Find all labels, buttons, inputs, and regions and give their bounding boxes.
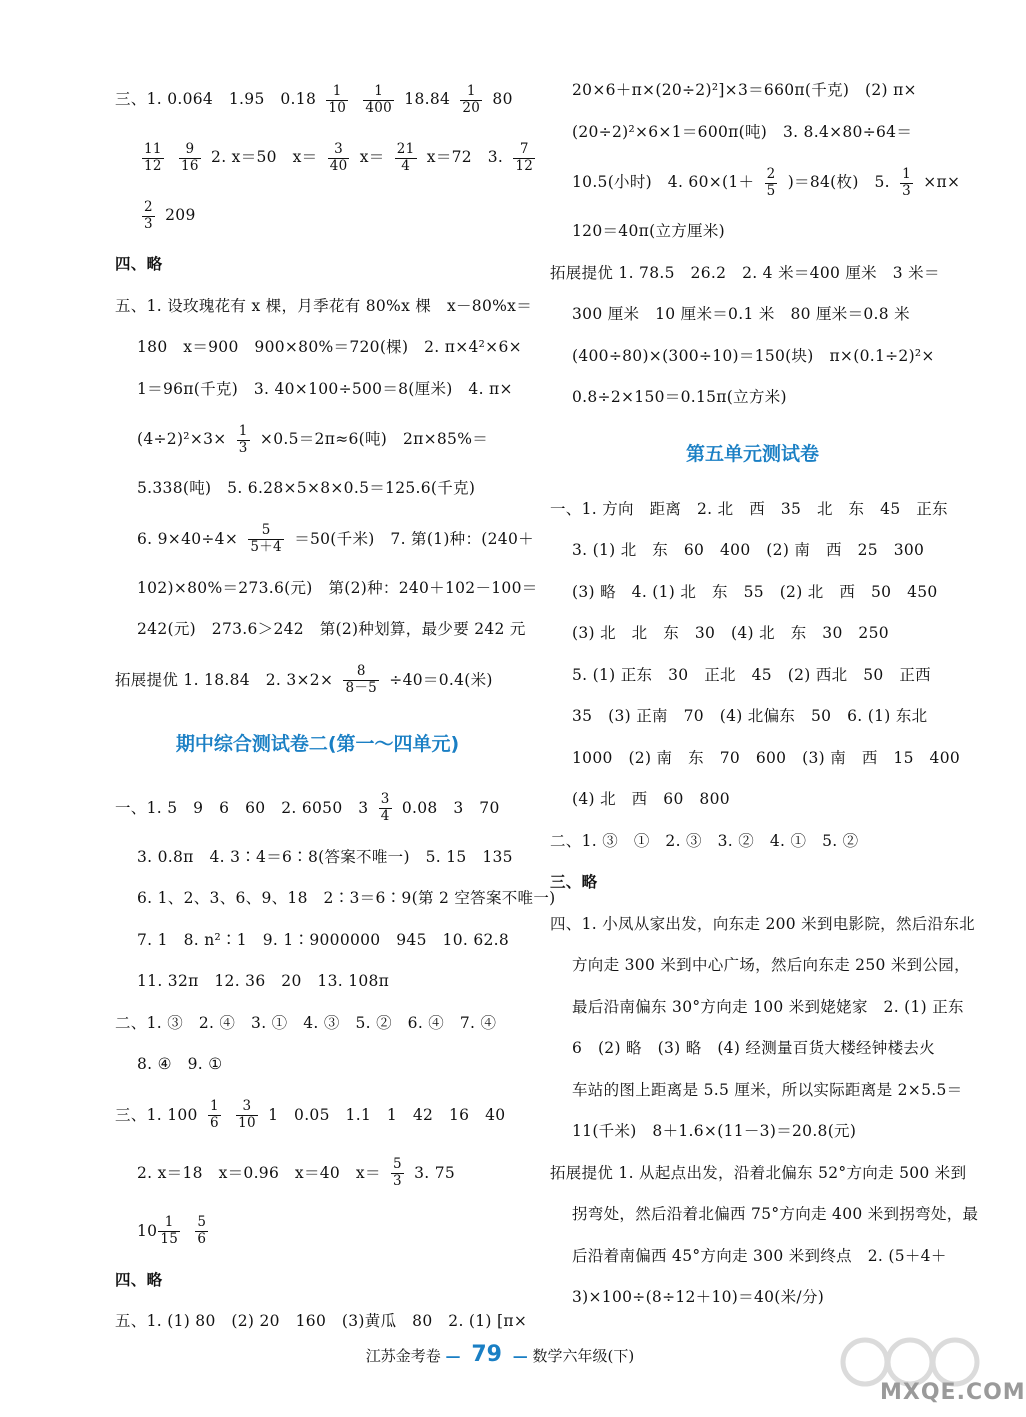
answer-text: 18.84 [404, 90, 451, 108]
answer-text: 一、1. 5 9 6 60 2. 6050 3 [115, 798, 369, 817]
fraction-numerator: 3 [236, 1099, 258, 1116]
answer-line: 车站的图上距离是 5.5 厘米，所以实际距离是 2×5.5＝ [572, 1080, 963, 1099]
answer-line: 五、1. (1) 80 (2) 20 160 (3)黄瓜 80 2. (1) [π× [115, 1312, 528, 1330]
right-column [550, 70, 979, 1319]
answer-line [115, 1086, 520, 1144]
fraction-numerator: 2 [144, 198, 153, 215]
fraction-denominator: 3 [238, 439, 248, 456]
answer-line: 180 x＝900 900×80%＝720(棵) 2. π×4²×6× [137, 338, 522, 356]
fraction-denominator: 10 [328, 99, 347, 116]
fraction-denominator: 15 [160, 1231, 179, 1247]
fraction [179, 142, 201, 174]
answer-text: 6. 9×40÷4× [137, 529, 239, 548]
answer-line: 20×6＋π×(20÷2)²]×3＝660π(千克) (2) π× [572, 81, 917, 99]
footer-subject: 数学六年级(下) [532, 1347, 635, 1365]
fraction-numerator: 8 [343, 664, 379, 681]
answer-line: 3. 0.8π 4. 3∶4＝6∶8(答案不唯一) 5. 15 135 [137, 847, 513, 866]
answer-line: 四、略 [115, 1270, 163, 1289]
answer-line: 一、1. 方向 距离 2. 北 西 35 北 东 45 正东 [550, 499, 948, 518]
answer-line [115, 128, 534, 186]
answer-line: 8. ④ 9. ① [137, 1055, 223, 1073]
answer-text: ×0.5＝2π≈6(吨) 2π×85%＝ [259, 430, 489, 448]
fraction-numerator: 5 [197, 1214, 207, 1231]
fraction [208, 1099, 221, 1131]
answer-text: )＝84(枚) 5. [787, 173, 890, 191]
answer-line [115, 186, 520, 244]
fraction-denominator: 3 [902, 182, 911, 199]
fraction-numerator: 2 [766, 165, 776, 182]
answer-line: 0.8÷2×150＝0.15π(立方米) [572, 388, 787, 406]
fraction [343, 664, 379, 696]
fraction-denominator: 400 [365, 99, 393, 116]
answer-line: 二、1. ③ ① 2. ③ 3. ② 4. ① 5. ② [550, 831, 859, 850]
footer-dash: — [445, 1347, 461, 1365]
fraction-numerator: 3 [328, 142, 350, 159]
answer-line: 3. (1) 北 东 60 400 (2) 南 西 25 300 [572, 541, 925, 559]
fraction [900, 167, 913, 199]
answer-line: 四、略 [115, 255, 163, 273]
fraction-numerator: 1 [902, 165, 911, 182]
fraction-numerator: 5 [248, 523, 284, 540]
fraction-denominator: 4 [401, 157, 411, 174]
answer-text: 1 0.05 1.1 1 42 16 40 [268, 1105, 506, 1124]
answer-line [115, 1144, 520, 1202]
answer-line [115, 70, 520, 128]
fraction-numerator: 1 [326, 84, 348, 101]
answer-text: ×π× [923, 173, 961, 191]
fraction [236, 1099, 258, 1131]
answer-line: 5.338(吨) 5. 6.28×5×8×0.5＝125.6(千克) [137, 479, 476, 497]
answer-line: 102)×80%＝273.6(元) 第(2)种：240＋102－100＝ [137, 578, 538, 597]
fraction-denominator: 5＋4 [250, 539, 282, 555]
answer-line: 3)×100÷(8÷12＋10)＝40(米/分) [572, 1288, 825, 1306]
fraction-denominator: 10 [238, 1115, 256, 1131]
fraction [195, 1215, 208, 1247]
fraction-numerator: 5 [392, 1156, 402, 1173]
fraction-numerator: 21 [396, 140, 415, 157]
watermark-text: MXQE.COM [880, 1380, 1026, 1405]
fraction-denominator: 12 [144, 157, 162, 174]
answer-text: 拓展提优 1. 18.84 2. 3×2× [115, 670, 334, 689]
answer-line [550, 153, 961, 211]
fraction-numerator: 7 [513, 142, 535, 159]
left-column [115, 70, 556, 1343]
fraction [765, 167, 778, 199]
fraction-denominator: 8－5 [345, 680, 378, 696]
answer-text: 10 [137, 1221, 158, 1240]
answer-line: 拓展提优 1. 从起点出发，沿着北偏东 52°方向走 500 米到 [550, 1163, 967, 1182]
answer-line: 6 (2) 略 (3) 略 (4) 经测量百货大楼经钟楼去火 [572, 1039, 936, 1057]
fraction [513, 142, 535, 174]
fraction-denominator: 4 [380, 808, 390, 824]
answer-line [115, 1202, 520, 1260]
answer-line: (3) 略 4. (1) 北 东 55 (2) 北 西 50 450 [572, 582, 938, 601]
fraction [391, 1157, 404, 1189]
section-title-unit5: 第五单元测试卷 [685, 442, 819, 465]
answer-text: 80 [492, 90, 513, 108]
answer-line: 300 厘米 10 厘米＝0.1 米 80 厘米＝0.8 米 [572, 305, 910, 323]
answer-line: 拓展提优 1. 78.5 26.2 2. 4 米＝400 厘米 3 米＝ [550, 263, 940, 282]
fraction-denominator: 20 [462, 99, 481, 116]
fraction-numerator: 11 [144, 140, 162, 157]
section-title-midterm: 期中综合测试卷二(第一～四单元) [175, 732, 460, 755]
fraction [363, 84, 394, 116]
answer-text: ＝50(千米) 7. 第(1)种：(240＋ [294, 529, 534, 548]
fraction-numerator: 1 [460, 84, 482, 101]
answer-line: (3) 北 北 东 30 (4) 北 东 30 250 [572, 624, 889, 642]
fraction [248, 523, 284, 555]
fraction-denominator: 5 [766, 182, 776, 199]
fraction-denominator: 16 [181, 157, 199, 174]
fraction [158, 1215, 180, 1247]
answer-text: 3. 75 [414, 1163, 456, 1182]
answer-line: 35 (3) 正南 70 (4) 北偏东 50 6. (1) 东北 [572, 707, 928, 725]
answer-line: (400÷80)×(300÷10)＝150(块) π×(0.1÷2)²× [572, 346, 935, 365]
fraction-numerator: 1 [363, 84, 394, 101]
answer-line: 后沿着南偏西 45°方向走 300 米到终点 2. (5＋4＋ [572, 1246, 947, 1265]
answer-line: 1＝96π(千克) 3. 40×100÷500＝8(厘米) 4. π× [137, 379, 513, 398]
fraction [326, 84, 348, 116]
answer-text: 三、1. 0.064 1.95 0.18 [115, 90, 317, 108]
answer-line [115, 510, 534, 568]
fraction-denominator: 12 [515, 157, 534, 174]
fraction [395, 142, 417, 174]
answer-text: 2. x＝50 x＝ [211, 148, 318, 166]
answer-text: 0.08 3 70 [401, 798, 500, 817]
answer-line: 拐弯处，然后沿着北偏西 75°方向走 400 米到拐弯处，最 [572, 1205, 979, 1223]
fraction-denominator: 6 [197, 1231, 207, 1247]
footer-book-title: 江苏金考卷 [365, 1347, 441, 1365]
fraction [237, 424, 250, 456]
answer-line: (4) 北 西 60 800 [572, 790, 730, 808]
fraction [328, 142, 350, 174]
answer-text: 10.5(小时) 4. 60×(1＋ [572, 173, 755, 191]
fraction [142, 142, 164, 174]
answer-line: 7. 1 8. n²∶1 9. 1∶9000000 945 10. 62.8 [137, 930, 510, 949]
answer-line: 11. 32π 12. 36 20 13. 108π [137, 972, 390, 990]
answer-line: 5. (1) 正东 30 正北 45 (2) 西北 50 正西 [572, 665, 931, 684]
fraction-denominator: 6 [209, 1115, 219, 1131]
answer-line [115, 651, 520, 709]
answer-line [115, 779, 520, 837]
answer-line: 6. 1、2、3、6、9、18 2∶3＝6∶9(第 2 空答案不唯一) [137, 889, 556, 907]
page-number: 79 [471, 1342, 502, 1367]
answer-text: x＝ [359, 148, 385, 166]
fraction-numerator: 1 [158, 1215, 180, 1232]
fraction-denominator: 3 [392, 1173, 402, 1189]
answer-line: 242(元) 273.6＞242 第(2)种划算，最少要 242 元 [137, 620, 526, 638]
footer-dash: — [512, 1347, 528, 1365]
fraction [379, 792, 392, 824]
answer-line: 五、1. 设玫瑰花有 x 棵，月季花有 80%x 棵 x－80%x＝ [115, 296, 532, 315]
answer-line: 120＝40π(立方厘米) [572, 222, 725, 240]
answer-line: (20÷2)²×6×1＝600π(吨) 3. 8.4×80÷64＝ [572, 122, 913, 141]
answer-line: 二、1. ③ 2. ④ 3. ① 4. ③ 5. ② 6. ④ 7. ④ [115, 1013, 497, 1032]
answer-text: x＝72 3. [426, 148, 504, 166]
answer-line: 四、1. 小凤从家出发，向东走 200 米到电影院，然后沿东北 [550, 914, 975, 933]
answer-text: 2. x＝18 x＝0.96 x＝40 x＝ [137, 1163, 381, 1182]
answer-text: ÷40＝0.4(米) [389, 670, 493, 689]
answer-line [115, 410, 520, 468]
fraction-denominator: 3 [144, 215, 153, 232]
answer-line: 三、略 [550, 873, 598, 891]
fraction-denominator: 40 [329, 157, 348, 174]
answer-line: 1000 (2) 南 东 70 600 (3) 南 西 15 400 [572, 748, 961, 767]
fraction [142, 200, 155, 232]
fraction-numerator: 9 [179, 142, 201, 159]
answer-text: 三、1. 100 [115, 1105, 198, 1124]
answer-line: 11(千米) 8＋1.6×(11－3)＝20.8(元) [572, 1122, 857, 1140]
fraction-numerator: 1 [209, 1098, 219, 1115]
fraction [460, 84, 482, 116]
answer-line: 方向走 300 米到中心广场，然后向东走 250 米到公园， [572, 956, 970, 974]
answer-line: 最后沿南偏东 30°方向走 100 米到姥姥家 2. (1) 正东 [572, 997, 964, 1016]
answer-text: 209 [165, 206, 196, 224]
answer-text: (4÷2)²×3× [137, 430, 227, 448]
fraction-numerator: 3 [380, 791, 390, 808]
fraction-numerator: 1 [238, 422, 248, 439]
